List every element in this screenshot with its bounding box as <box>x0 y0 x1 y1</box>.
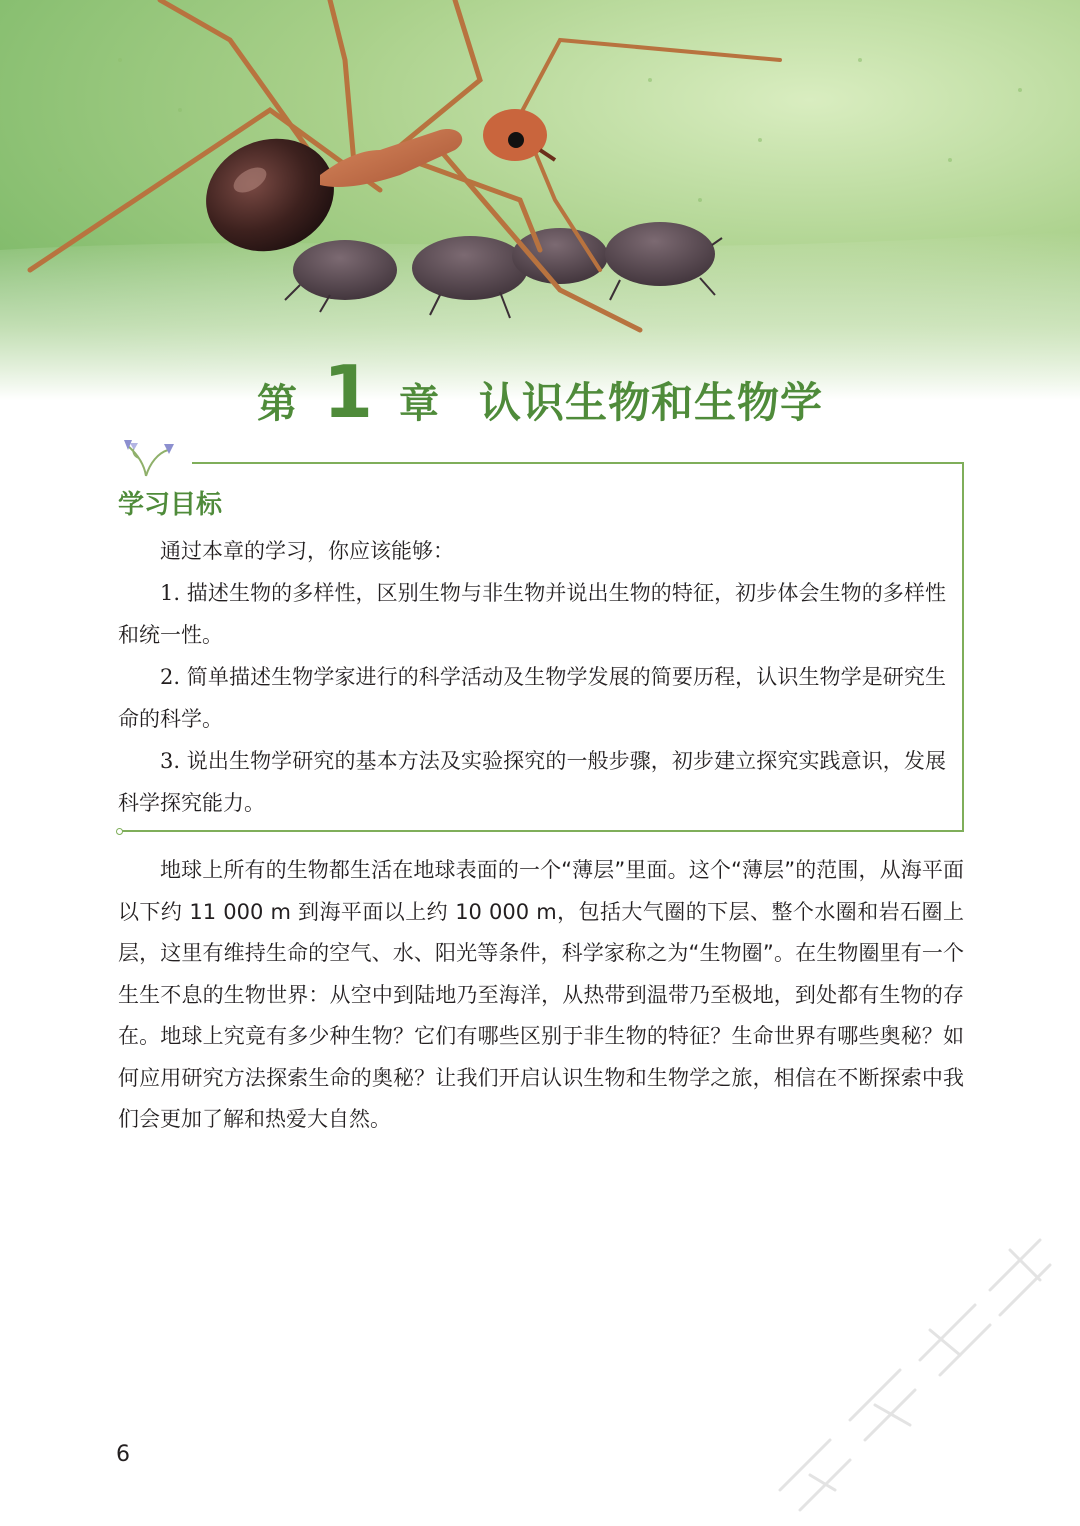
frame-bottom-rule <box>122 830 964 832</box>
goals-intro: 通过本章的学习，你应该能够： <box>160 539 454 563</box>
hero-photo-ant-aphids <box>0 0 1080 400</box>
ant-aphids-illustration <box>0 0 1080 400</box>
chapter-title <box>0 350 1080 440</box>
frame-top-rule <box>192 462 964 464</box>
goal-item-1: 1. 描述生物的多样性，区别生物与非生物并说出生物的特征，初步体会生物的多样性和统一性。 <box>118 581 946 647</box>
frame-end-dot <box>116 828 123 835</box>
page-number: 6 <box>116 1442 130 1467</box>
goal-item-3: 3. 说出生物学研究的基本方法及实验探究的一般步骤，初步建立探究实践意识，发展科学探究能力。 <box>118 749 946 815</box>
learning-goals-heading: 学习目标 <box>118 490 223 520</box>
goal-item-2: 2. 简单描述生物学家进行的科学活动及生物学发展的简要历程，认识生物学是研究生命的科学。 <box>118 665 946 731</box>
chapter-name: 认识生物和生物学 <box>479 378 824 427</box>
frame-right-rule <box>962 462 964 832</box>
chapter-number: 1 <box>322 350 374 434</box>
chapter-intro-text <box>118 850 964 1141</box>
publisher-watermark <box>740 1190 1080 1524</box>
chapter-suffix: 章 <box>399 381 440 427</box>
intro-paragraph: 地球上所有的生物都生活在地球表面的一个“薄层”里面。这个“薄层”的范围，从海平面以下约 11 000 m 到海平面以上约 10 000 m，包括大气圈的下层、整个水圈和岩石圈上层，这里有维持生命的空气、水、阳光等条件，科学家称之为“生物圈”。在生物圈里有一个生生不息的生物世界：从空中到陆地乃至海洋，从热带到温带乃至极地，到处都有生物的存在。地球上究竟有多少种生物？它们有哪些区别于非生物的特征？生命世界有哪些奥秘？如何应用研究方法探索生命的奥秘？让我们开启认识生物和生物学之旅，相信在不断探索中我们会更加了解和热爱大自然。 <box>118 858 964 1131</box>
learning-goals-list <box>118 530 946 824</box>
chapter-prefix: 第 <box>256 381 297 427</box>
